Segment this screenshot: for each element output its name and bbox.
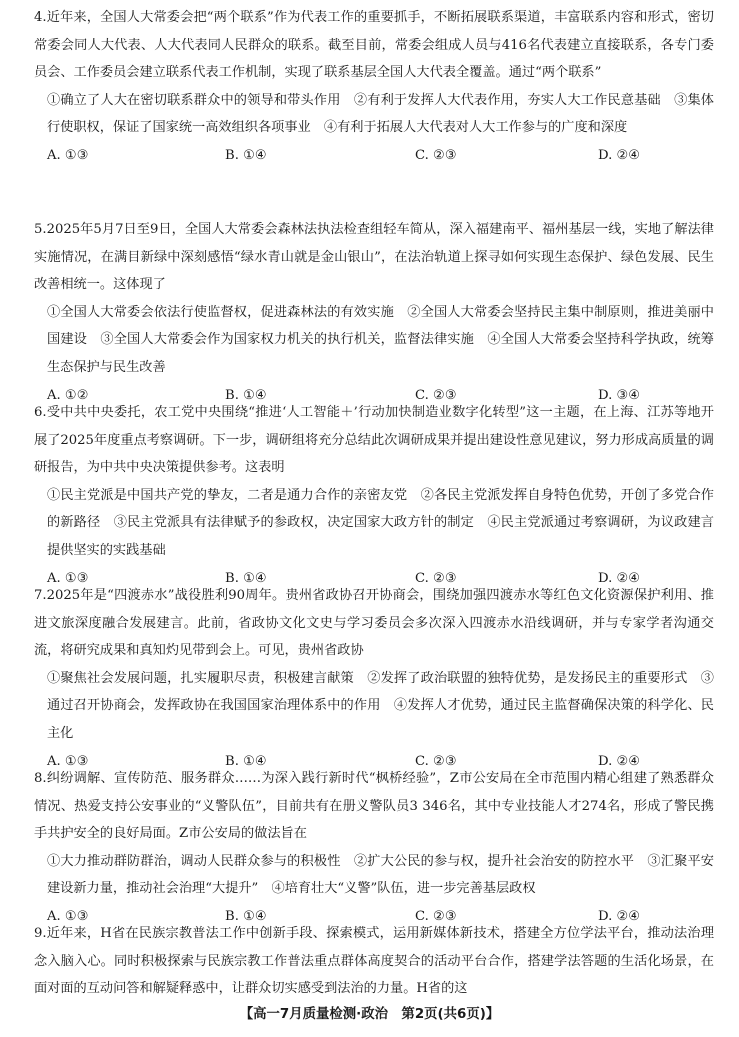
option-d[interactable]: D. ②④ (598, 570, 641, 586)
question-6 (34, 399, 714, 592)
question-9 (34, 920, 714, 1003)
option-b[interactable]: B. ①④ (225, 387, 267, 403)
option-a[interactable]: A. ①③ (47, 908, 89, 924)
page-footer: 【高一7月质量检测·政治 第2页(共6页)】 (239, 1007, 500, 1022)
option-d[interactable]: D. ③④ (598, 387, 641, 403)
option-a[interactable]: A. ①② (47, 387, 89, 403)
question-stem: 7.2025年是“四渡赤水”战役胜利90周年。贵州省政协召开协商会，围绕加强四渡赤水等红色文化资源保护利用、推进文旅深度融合发展建言。此前，省政协文化文史与学习委员会多次深入四渡赤水沿线调研，并与专家学者沟通交流，将研究成果和真知灼见带到会上。可见，贵州省政协 (34, 588, 714, 659)
option-a[interactable]: A. ①③ (47, 570, 89, 586)
question-statements: ①大力推动群防群治，调动人民群众参与的积极性 ②扩大公民的参与权，提升社会治安的防控水平 ③汇聚平安建设新力量，推动社会治理“大提升” ④培育壮大“义警”队伍，进一步完善基层政权 (47, 853, 714, 897)
question-statements: ①民主党派是中国共产党的挚友，二者是通力合作的亲密友党 ②各民主党派发挥自身特色优势，开创了多党合作的新路径 ③民主党派具有法律赋予的参政权，决定国家大政方针的制定 ④民主党派通过考察调研，为议政建言提供坚实的实践基础 (47, 487, 714, 558)
question-stem: 8.纠纷调解、宣传防范、服务群众……为深入践行新时代“枫桥经验”，Z市公安局在全市范围内精心组建了熟悉群众情况、热爱支持公安事业的“义警队伍”，目前共有在册义警队员3 346名，其中专业技能人才274名，形成了警民携手共护安全的良好局面。Z市公安局的做法旨在 (34, 771, 714, 842)
option-d[interactable]: D. ②④ (598, 908, 641, 924)
question-statements: ①聚焦社会发展问题，扎实履职尽责，积极建言献策 ②发挥了政治联盟的独特优势，是发扬民主的重要形式 ③通过召开协商会，发挥政协在我国国家治理体系中的作用 ④发挥人才优势，通过民主监督确保决策的科学化、民主化 (47, 670, 714, 741)
option-b[interactable]: B. ①④ (225, 147, 267, 163)
question-statements: ①全国人大常委会依法行使监督权，促进森林法的有效实施 ②全国人大常委会坚持民主集中制原则，推进美丽中国建设 ③全国人大常委会作为国家权力机关的执行机关，监督法律实施 ④全国人大常委会坚持科学执政，统筹生态保护与民生改善 (47, 304, 714, 375)
question-5 (34, 216, 714, 409)
answer-options (34, 142, 714, 170)
option-a[interactable]: A. ①③ (47, 147, 89, 163)
option-d[interactable]: D. ②④ (598, 753, 641, 769)
question-stem: 5.2025年5月7日至9日，全国人大常委会森林法执法检查组轻车简从，深入福建南平、福州基层一线，实地了解法律实施情况，在满目新绿中深刻感悟“绿水青山就是金山银山”，在法治轨道上探寻如何实现生态保护、绿色发展、民生改善相统一。这体现了 (34, 222, 714, 293)
question-stem: 9.近年来，H省在民族宗教普法工作中创新手段、探索模式，运用新媒体新技术，搭建全方位学法平台，推动法治理念入脑入心。同时积极探索与民族宗教工作普法重点群体高度契合的活动平台合作，搭建学法答题的生活化场景，在面对面的互动问答和解疑释惑中，让群众切实感受到法治的力量。H省的这 (34, 926, 715, 997)
option-c[interactable]: C. ②③ (415, 908, 457, 924)
option-c[interactable]: C. ②③ (415, 753, 457, 769)
question-4 (34, 4, 714, 170)
question-statements: ①确立了人大在密切联系群众中的领导和带头作用 ②有利于发挥人大代表作用，夯实人大工作民意基础 ③集体行使职权，保证了国家统一高效组织各项事业 ④有利于拓展人大代表对人大工作参与的广度和深度 (47, 92, 714, 136)
question-stem: 6.受中共中央委托，农工党中央围绕“推进‘人工智能＋’行动加快制造业数字化转型”这一主题，在上海、江苏等地开展了2025年度重点考察调研。下一步，调研组将充分总结此次调研成果并提出建设性意见建议，努力形成高质量的调研报告，为中共中央决策提供参考。这表明 (34, 405, 714, 476)
option-c[interactable]: C. ②③ (415, 570, 457, 586)
option-b[interactable]: B. ①④ (225, 908, 267, 924)
question-8 (34, 765, 714, 931)
option-b[interactable]: B. ①④ (225, 570, 267, 586)
question-7 (34, 582, 714, 775)
option-d[interactable]: D. ②④ (598, 147, 641, 163)
option-c[interactable]: C. ②③ (415, 387, 457, 403)
option-a[interactable]: A. ①③ (47, 753, 89, 769)
question-stem: 4.近年来，全国人大常委会把“两个联系”作为代表工作的重要抓手，不断拓展联系渠道，丰富联系内容和形式，密切常委会同人大代表、人大代表同人民群众的联系。截至目前，常委会组成人员与416名代表建立直接联系，各专门委员会、工作委员会建立联系代表工作机制，实现了联系基层全国人大代表全覆盖。通过“两个联系” (34, 10, 714, 81)
option-c[interactable]: C. ②③ (415, 147, 457, 163)
option-b[interactable]: B. ①④ (225, 753, 267, 769)
